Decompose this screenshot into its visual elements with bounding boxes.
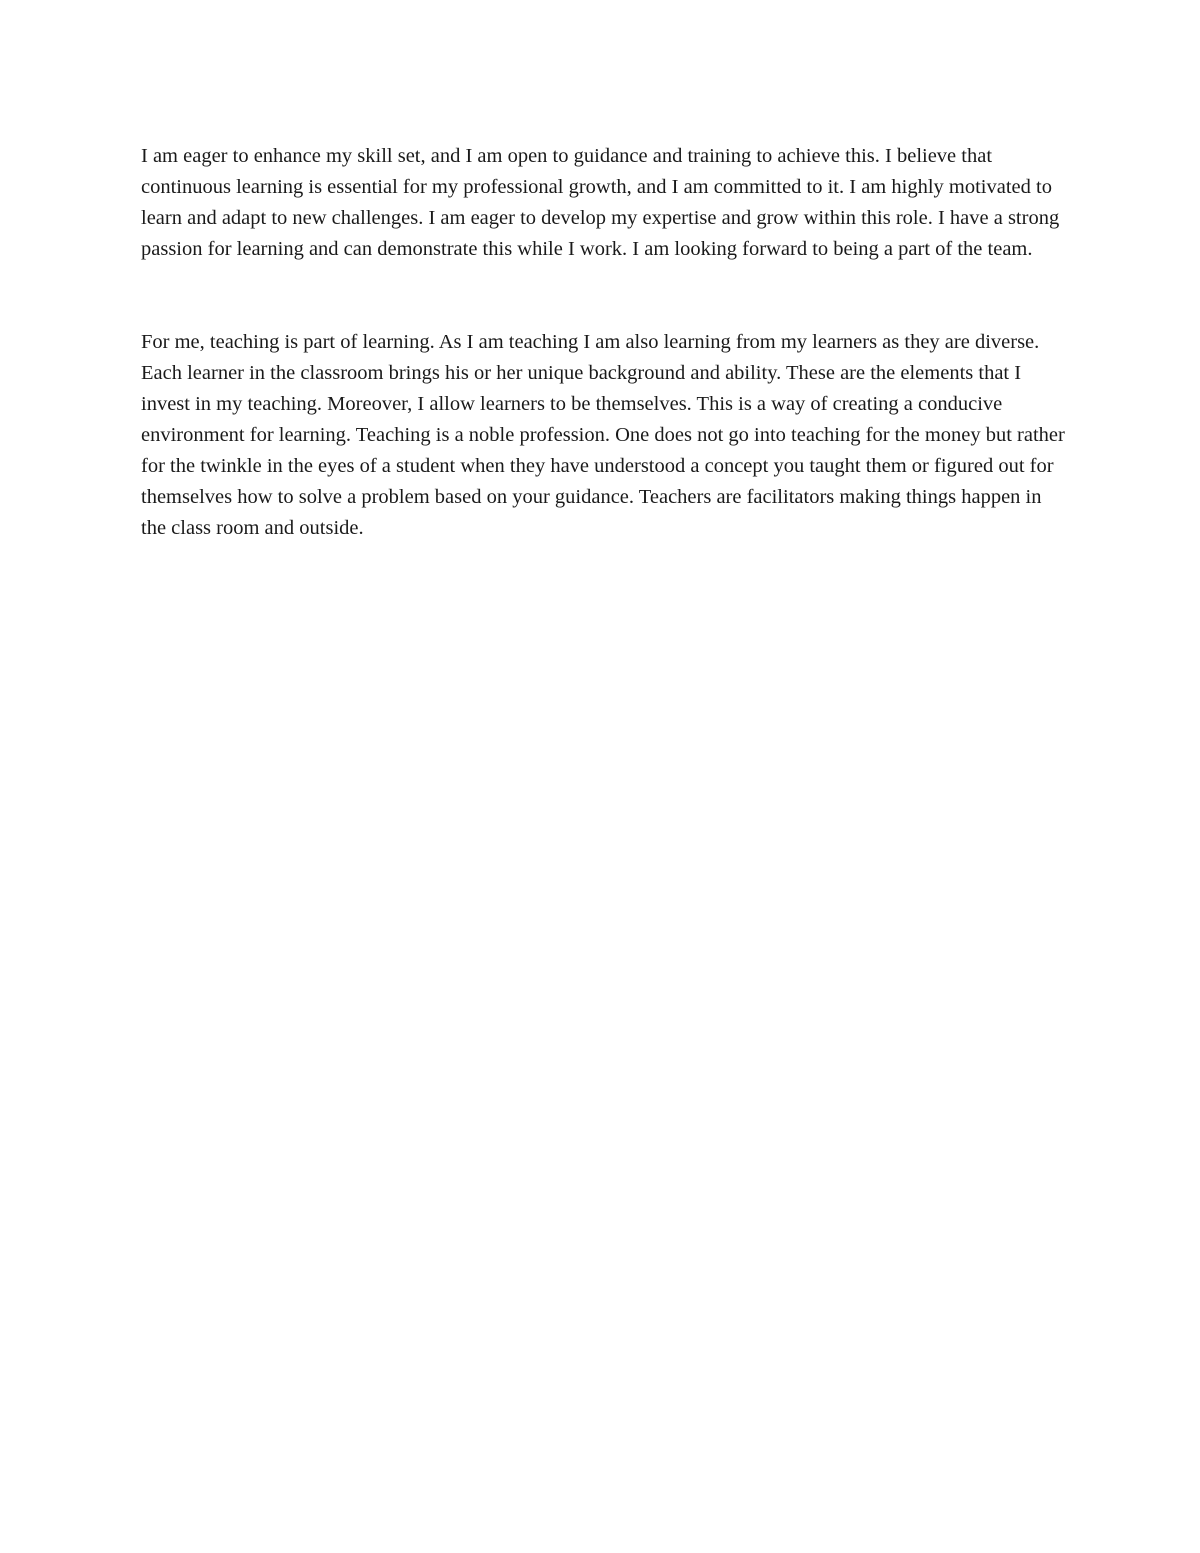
- paragraph-1: I am eager to enhance my skill set, and I am open to guidance and training to achieve this. I believe that continuous learning is essential for my professional growth, and I am committed to it. I am highly motivated to learn and adapt to new challenges. I am eager to develop my expertise and grow within this role. I have a strong passion for learning and can demonstrate this while I work. I am looking forward to being a part of the team.: [141, 145, 1060, 260]
- document-body: [141, 141, 1066, 544]
- paragraph-2: For me, teaching is part of learning. As I am teaching I am also learning from my learners as they are diverse. Each learner in the classroom brings his or her unique background and ability. These are the elements that I invest in my teaching. Moreover, I allow learners to be themselves. This is a way of creating a conducive environment for learning. Teaching is a noble profession. One does not go into teaching for the money but rather for the twinkle in the eyes of a student when they have understood a concept you taught them or figured out for themselves how to solve a problem based on your guidance. Teachers are facilitators making things happen in the class room and outside.: [141, 331, 1065, 539]
